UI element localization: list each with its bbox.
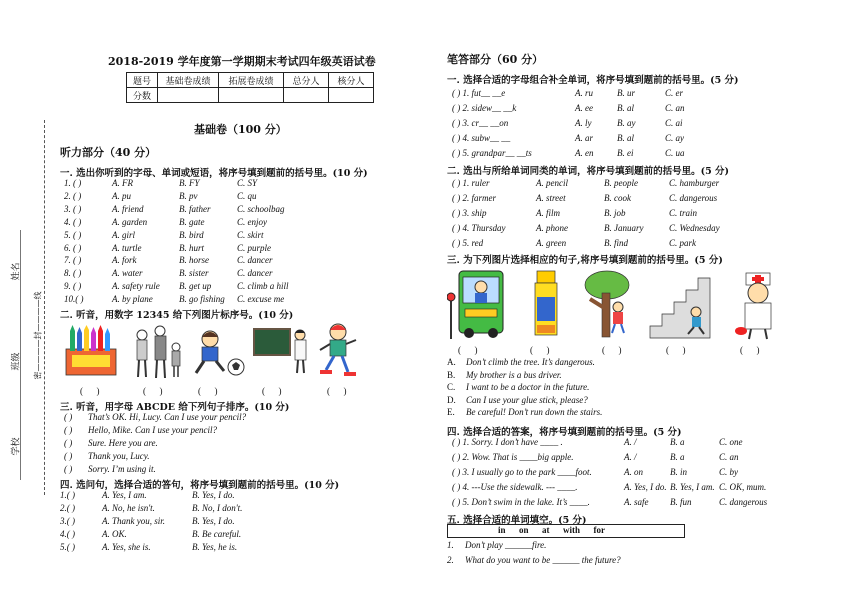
- answer-blank[interactable]: ( ) 5. red: [452, 238, 484, 248]
- option-c: C. park: [669, 238, 696, 248]
- option-a: A. FR: [112, 178, 133, 188]
- word-bank-box: [447, 524, 685, 538]
- score-input-cell[interactable]: [219, 88, 284, 103]
- option-b: B. cook: [604, 193, 631, 203]
- answer-blank[interactable]: ( ): [64, 424, 73, 435]
- q3-title: 三. 听音，用字母 ABCDE 给下列句子排序。(10 分): [60, 402, 290, 413]
- w1-title: 一. 选择合适的字母组合补全单词，将序号填到题前的括号里。(5 分): [447, 75, 739, 86]
- answer-blank[interactable]: ( ) 3. ship: [452, 208, 487, 218]
- option-c: C. dangerous: [719, 497, 768, 507]
- answer-blank[interactable]: ( ) 3. cr__ __on: [452, 118, 509, 128]
- word-bank: in on at with for: [498, 525, 606, 535]
- q4-title: 四. 选问句，选择合适的答句，将序号填到题前的括号里。(10 分): [60, 480, 340, 491]
- option-b: B. people: [604, 178, 638, 188]
- option-a: A. safe: [624, 497, 649, 507]
- dialogue-sentence: That’s OK. Hi, Lucy. Can I use your pencil?: [88, 412, 247, 422]
- option-b: B. ay: [617, 118, 636, 128]
- option-letter: C.: [447, 382, 456, 393]
- picture-answer-blank[interactable]: ( ): [143, 386, 163, 396]
- option-c: C. climb a hill: [237, 281, 289, 292]
- score-table-header-row: [127, 73, 374, 88]
- option-c: C. dancer: [237, 255, 273, 266]
- answer-blank[interactable]: ( ) 2. farmer: [452, 193, 496, 203]
- option-a: A. turtle: [112, 242, 142, 253]
- option-c: C. ay: [665, 133, 684, 143]
- dialogue-sentence: Sure. Here you are.: [88, 437, 158, 448]
- option-b: B. pv: [179, 190, 198, 201]
- option-a: A. ee: [575, 103, 593, 113]
- answer-blank[interactable]: 10.( ): [64, 294, 84, 305]
- answer-blank[interactable]: 4.( ): [60, 528, 75, 539]
- answer-blank[interactable]: 8. ( ): [64, 268, 82, 279]
- option-b: B. job: [604, 208, 626, 218]
- option-c: C. SY: [237, 178, 258, 188]
- option-b: B. a: [670, 452, 685, 462]
- picture-answer-blank[interactable]: ( ): [262, 386, 282, 396]
- option-b: B. No, I don't.: [192, 502, 243, 513]
- doctor-picture: [733, 271, 783, 341]
- option-a: A. water: [112, 268, 143, 279]
- option-letter: E.: [447, 407, 455, 418]
- dialogue-sentence: Thank you, Lucy.: [88, 450, 150, 461]
- option-letter: B.: [447, 369, 456, 380]
- option-c: C. hamburger: [669, 178, 720, 188]
- basic-paper-title: 基础卷（100 分）: [194, 123, 287, 136]
- option-sentence: Be careful! Don’t run down the stairs.: [466, 407, 603, 418]
- option-b: B. get up: [179, 281, 212, 292]
- score-cell: 分数: [127, 88, 158, 103]
- option-c: C. ai: [665, 118, 683, 128]
- answer-blank[interactable]: ( ) 3. I usually go to the park ____foot.: [452, 467, 592, 477]
- score-input-cell[interactable]: [158, 88, 219, 103]
- dialogue-sentence: Hello, Mike. Can I use your pencil?: [88, 424, 217, 435]
- option-c: C. skirt: [237, 229, 264, 240]
- option-b: B. January: [604, 223, 644, 233]
- option-b: B. Yes, I am.: [670, 482, 715, 492]
- answer-blank[interactable]: ( ) 5. Don’t swim in the lake. It’s ____.: [452, 497, 590, 507]
- option-a: A. on: [624, 467, 643, 477]
- option-letter: A.: [447, 357, 456, 367]
- option-b: B. find: [604, 238, 628, 248]
- option-c: C. OK, mum.: [719, 482, 767, 492]
- option-b: B. Yes, I do.: [192, 515, 235, 526]
- picture-answer-blank[interactable]: ( ): [666, 345, 686, 355]
- answer-blank[interactable]: 1. ( ): [64, 178, 82, 188]
- option-c: C. an: [665, 103, 685, 113]
- w2-title: 二. 选出与所给单词同类的单词，将序号填到题前的括号里。(5 分): [447, 166, 730, 177]
- score-table: [126, 72, 374, 103]
- option-a: A. green: [536, 238, 567, 248]
- answer-blank[interactable]: ( ) 2. Wow. That is ____big apple.: [452, 452, 574, 462]
- option-a: A. phone: [536, 223, 568, 233]
- option-sentence: Can I use your glue stick, please?: [466, 394, 588, 405]
- picture-answer-blank[interactable]: ( ): [198, 386, 218, 396]
- answer-blank[interactable]: ( ): [64, 437, 73, 448]
- option-c: C. by: [719, 467, 738, 477]
- option-b: B. bird: [179, 229, 204, 240]
- option-sentence: I want to be a doctor in the future.: [466, 382, 590, 393]
- option-c: C. Wednesday: [669, 223, 720, 233]
- answer-blank[interactable]: 1.( ): [60, 490, 75, 500]
- option-a: A. fork: [112, 255, 137, 266]
- answer-blank[interactable]: 4. ( ): [64, 216, 82, 227]
- answer-blank[interactable]: ( ) 5. grandpar__ __ts: [452, 148, 532, 158]
- picture-answer-blank[interactable]: ( ): [458, 345, 478, 355]
- score-cell: 拓展卷成绩: [219, 73, 284, 88]
- q1-title: 一. 选出你听到的字母、单词或短语，将序号填到题前的括号里。(10 分): [60, 168, 368, 179]
- option-a: A. Yes, she is.: [102, 541, 151, 552]
- class-label: 班级: [11, 352, 22, 371]
- answer-blank[interactable]: 3. ( ): [64, 203, 82, 214]
- option-a: A. garden: [112, 216, 148, 227]
- option-c: C. an: [719, 452, 739, 462]
- stairs-picture: [648, 272, 722, 340]
- picture-answer-blank[interactable]: ( ): [602, 345, 622, 355]
- score-table-score-row: [127, 88, 374, 103]
- option-b: B. a: [670, 437, 685, 447]
- option-c: C. excuse me: [237, 294, 285, 305]
- answer-blank[interactable]: 6. ( ): [64, 242, 82, 253]
- option-b: B. in: [670, 467, 687, 477]
- item-number: 2.: [447, 555, 454, 565]
- option-b: B. al: [617, 103, 634, 113]
- option-c: C. ua: [665, 148, 685, 158]
- climbing-tree-picture: [582, 269, 632, 341]
- item-number: 1.: [447, 540, 454, 550]
- option-a: A. /: [624, 437, 637, 447]
- fill-sentence[interactable]: Don’t play ______fire.: [465, 540, 547, 550]
- option-a: A. ru: [575, 88, 593, 98]
- option-a: A. friend: [112, 203, 144, 214]
- option-a: A. by plane: [112, 294, 153, 305]
- option-a: A. en: [575, 148, 594, 158]
- picture-answer-blank[interactable]: ( ): [740, 345, 760, 355]
- w3-title: 三. 为下列图片选择相应的句子,将序号填到题前的括号里。(5 分): [447, 255, 723, 266]
- option-a: A. pu: [112, 190, 131, 201]
- answer-blank[interactable]: 2.( ): [60, 502, 75, 513]
- seal-line-label: 密————封————线: [33, 291, 43, 380]
- option-b: B. hurt: [179, 242, 205, 253]
- option-b: B. sister: [179, 268, 209, 279]
- option-c: C. qu: [237, 190, 257, 201]
- answer-blank[interactable]: ( ) 4. ---Use the sidewalk. --- ____.: [452, 482, 578, 492]
- option-c: C. schoolbag: [237, 203, 285, 214]
- option-a: A. OK.: [102, 528, 127, 539]
- answer-blank[interactable]: 2. ( ): [64, 190, 82, 201]
- option-a: A. ar: [575, 133, 593, 143]
- option-c: C. dangerous: [669, 193, 718, 203]
- picture-answer-blank[interactable]: ( ): [327, 386, 347, 396]
- answer-blank[interactable]: 7. ( ): [64, 255, 82, 266]
- answer-blank[interactable]: 5. ( ): [64, 229, 82, 240]
- option-letter: D.: [447, 394, 456, 405]
- option-a: A. No, he isn't.: [102, 502, 155, 513]
- family-picture: [126, 325, 186, 380]
- option-c: C. dancer: [237, 268, 273, 279]
- option-a: A. ly: [575, 118, 592, 128]
- score-input-cell[interactable]: [284, 88, 329, 103]
- score-cell: 总分人: [284, 73, 329, 88]
- fill-sentence[interactable]: What do you want to be ______ the future?: [465, 555, 621, 565]
- score-cell: 基础卷成绩: [158, 73, 219, 88]
- blackboard-picture: [252, 325, 312, 375]
- answer-blank[interactable]: ( ): [64, 463, 73, 474]
- option-b: B. father: [179, 203, 211, 214]
- dialogue-sentence: Sorry. I’m using it.: [88, 463, 156, 474]
- option-b: B. gate: [179, 216, 205, 227]
- answer-blank[interactable]: ( ) 4. subw__ __: [452, 133, 511, 143]
- option-b: B. al: [617, 133, 634, 143]
- option-b: B. Be careful.: [192, 528, 242, 539]
- written-section-title: 笔答部分（60 分）: [447, 53, 544, 66]
- option-a: A. Yes, I am.: [102, 490, 147, 500]
- option-sentence: Don’t climb the tree. It’s dangerous.: [466, 357, 595, 367]
- option-a: A. Thank you, sir.: [102, 515, 165, 526]
- option-b: B. ur: [617, 88, 635, 98]
- answer-blank[interactable]: 9. ( ): [64, 281, 82, 292]
- w5-title: 五. 选择合适的单词填空。(5 分): [447, 515, 587, 526]
- option-c: C. purple: [237, 242, 272, 253]
- answer-blank[interactable]: ( ) 4. Thursday: [452, 223, 506, 233]
- option-b: B. horse: [179, 255, 209, 266]
- option-c: C. one: [719, 437, 743, 447]
- q2-title: 二. 听音，用数字 12345 给下列图片标序号。(10 分): [60, 310, 294, 321]
- answer-blank[interactable]: 5.( ): [60, 541, 75, 552]
- skater-picture: [316, 322, 364, 380]
- name-label: 姓名: [11, 262, 22, 281]
- bus-driver-picture: [447, 269, 507, 341]
- option-b: B. go fishing: [179, 294, 225, 305]
- option-a: A. /: [624, 452, 637, 462]
- option-c: C. train: [669, 208, 698, 218]
- boy-picture: [188, 327, 248, 377]
- binding-line: [44, 120, 45, 495]
- listening-section-title: 听力部分（40 分）: [60, 146, 157, 159]
- answer-blank[interactable]: 3.( ): [60, 515, 75, 526]
- exam-title: 2018-2019 学年度第一学期期末考试四年级英语试卷: [108, 55, 376, 68]
- option-b: B. fun: [670, 497, 692, 507]
- w4-title: 四. 选择合适的答案，将序号填到题前的括号里。(5 分): [447, 427, 682, 438]
- option-b: B. Yes, I do.: [192, 490, 235, 500]
- option-a: A. Yes, I do.: [624, 482, 667, 492]
- option-c: C. er: [665, 88, 683, 98]
- picture-answer-blank[interactable]: ( ): [80, 386, 100, 396]
- option-sentence: My brother is a bus driver.: [466, 369, 562, 380]
- crayons-picture: [62, 325, 120, 377]
- answer-blank[interactable]: ( ) 1. fut__ __e: [452, 88, 506, 98]
- option-b: B. FY: [179, 178, 200, 188]
- score-cell: 题号: [127, 73, 158, 88]
- answer-blank[interactable]: ( ): [64, 450, 73, 461]
- score-input-cell[interactable]: [329, 88, 374, 103]
- option-a: A. film: [536, 208, 560, 218]
- score-cell: 核分人: [329, 73, 374, 88]
- answer-blank[interactable]: ( ): [64, 412, 73, 422]
- option-a: A. pencil: [536, 178, 568, 188]
- option-a: A. safety rule: [112, 281, 160, 292]
- answer-blank[interactable]: ( ) 1. Sorry. I don’t have ____ .: [452, 437, 563, 447]
- option-b: B. ei: [617, 148, 634, 158]
- school-label: 学校: [11, 437, 22, 456]
- option-a: A. street: [536, 193, 566, 203]
- answer-blank[interactable]: ( ) 2. sidew__ __k: [452, 103, 517, 113]
- option-b: B. Yes, he is.: [192, 541, 238, 552]
- option-a: A. girl: [112, 229, 136, 240]
- picture-answer-blank[interactable]: ( ): [530, 345, 550, 355]
- glue-stick-picture: [531, 269, 561, 339]
- answer-blank[interactable]: ( ) 1. ruler: [452, 178, 490, 188]
- option-c: C. enjoy: [237, 216, 267, 227]
